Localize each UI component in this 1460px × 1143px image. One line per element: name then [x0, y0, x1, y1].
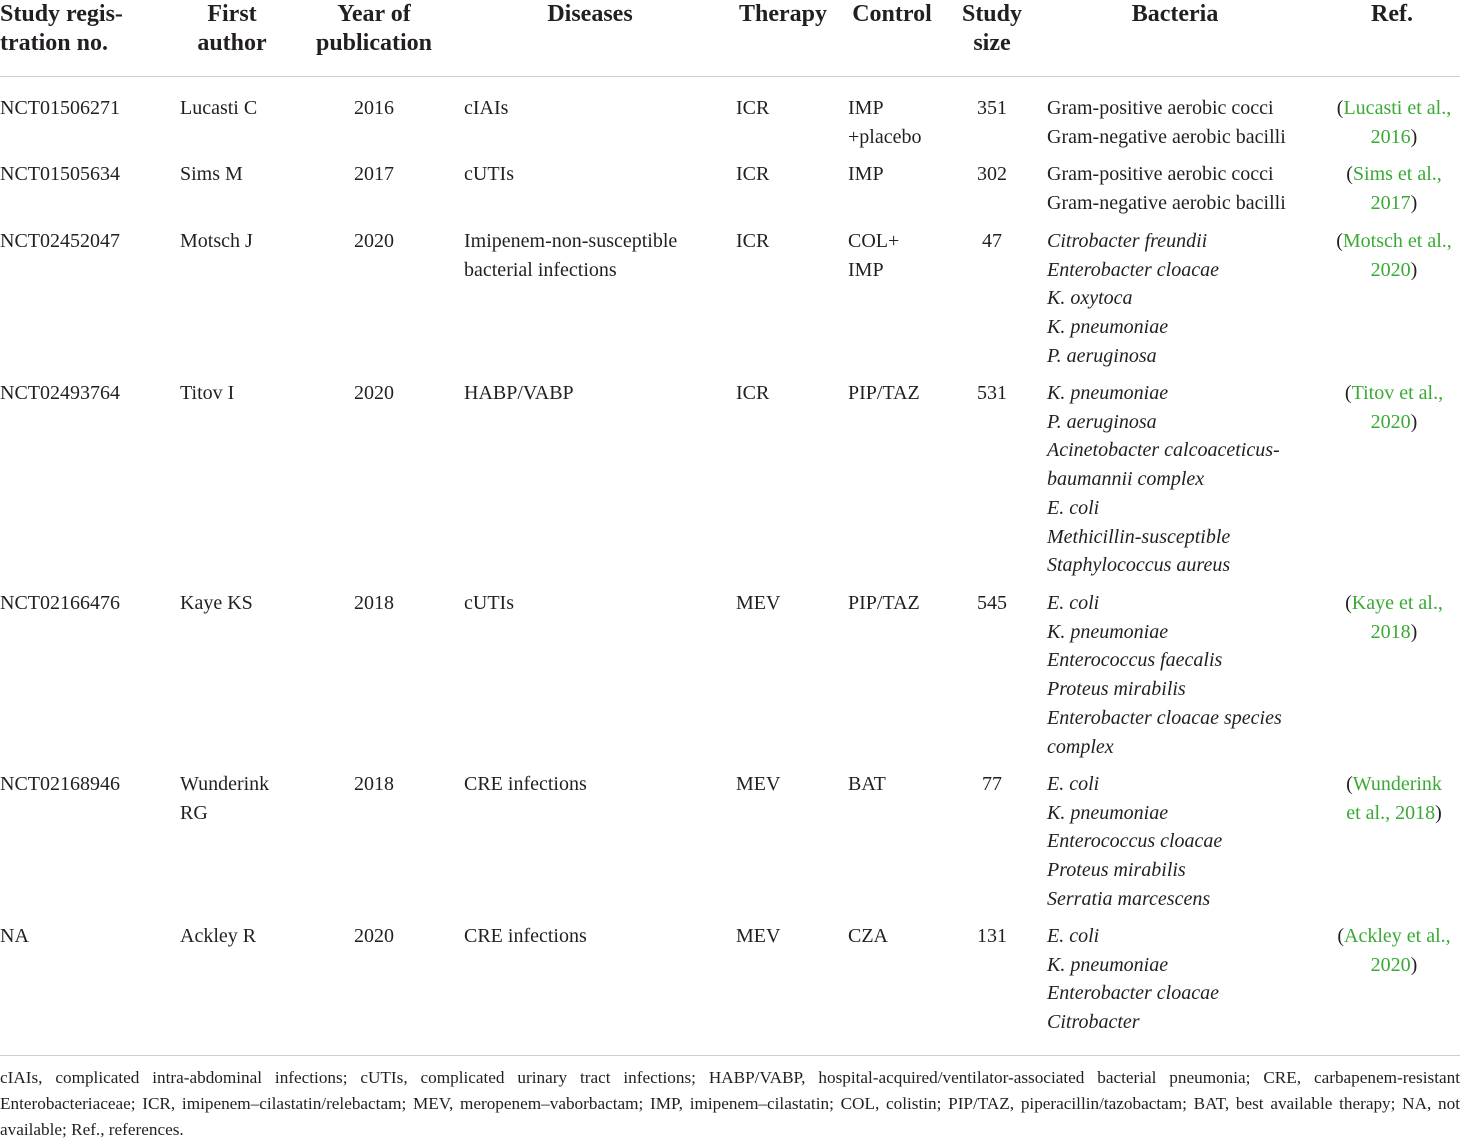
reference-link[interactable]: Sims et al., — [1352, 163, 1442, 185]
reference-line: (Titov et al., — [1344, 382, 1444, 404]
control-cell — [848, 770, 948, 799]
diseases-cell — [464, 589, 724, 618]
header-therapy — [730, 0, 836, 29]
therapy-cell: MEV — [736, 592, 781, 614]
reference-link[interactable]: 2017 — [1370, 191, 1411, 214]
bacteria-cell — [1047, 379, 1332, 580]
registration-cell: NCT01505634 — [0, 163, 120, 185]
bacteria-line: Proteus mirabilis — [1047, 859, 1186, 882]
reference-cell — [1328, 589, 1460, 646]
diseases-cell — [464, 160, 724, 189]
diseases-cell — [464, 770, 724, 799]
control-cell — [848, 379, 948, 408]
bacteria-line: Gram-positive aerobic cocci — [1047, 97, 1274, 119]
reference-line: 2020) — [1370, 258, 1418, 281]
bacteria-line: Gram-positive aerobic cocci — [1047, 163, 1274, 185]
bacteria-line: baumannii complex — [1047, 468, 1205, 491]
reference-line: (Motsch et al., — [1336, 230, 1452, 252]
bacteria-line: Enterococcus cloacae — [1047, 830, 1223, 853]
reference-line: 2020) — [1370, 410, 1418, 433]
author-line: Sims M — [180, 163, 243, 185]
year-cell: 2018 — [354, 592, 394, 614]
control-cell — [848, 922, 948, 951]
control-line: IMP — [848, 97, 884, 119]
control-line: +placebo — [848, 125, 922, 148]
control-line: IMP — [848, 163, 884, 185]
bacteria-cell — [1047, 770, 1332, 914]
study-size-cell: 47 — [982, 230, 1002, 252]
diseases-cell — [464, 379, 724, 408]
control-line: CZA — [848, 925, 888, 947]
registration-cell: NCT02166476 — [0, 592, 120, 614]
bacteria-line: P. aeruginosa — [1047, 410, 1157, 433]
control-cell — [848, 227, 948, 284]
study-size-cell: 131 — [977, 925, 1007, 947]
header-diseases-label: Diseases — [547, 1, 633, 27]
control-cell — [848, 94, 948, 151]
bacteria-line: Gram-negative aerobic bacilli — [1047, 125, 1286, 148]
header-ref — [1350, 0, 1434, 29]
bacteria-line: K. pneumoniae — [1047, 801, 1169, 824]
diseases-line: HABP/VABP — [464, 382, 574, 404]
reference-cell — [1328, 94, 1460, 151]
header-year — [300, 0, 448, 58]
header-divider — [0, 76, 1460, 77]
bacteria-line: K. pneumoniae — [1047, 316, 1169, 339]
bacteria-line: complex — [1047, 735, 1114, 758]
author-cell — [180, 379, 300, 408]
reference-link[interactable]: et al., 2018 — [1346, 801, 1436, 824]
author-line: Motsch J — [180, 230, 253, 252]
bacteria-line: E. coli — [1047, 925, 1100, 947]
bacteria-line: E. coli — [1047, 496, 1100, 519]
control-line: BAT — [848, 773, 886, 795]
bacteria-line: Enterococcus faecalis — [1047, 649, 1223, 672]
reference-cell — [1328, 379, 1460, 436]
header-bacteria-label: Bacteria — [1131, 1, 1219, 27]
bacteria-line: Citrobacter freundii — [1047, 230, 1208, 252]
diseases-line: Imipenem-non-susceptible — [464, 230, 678, 252]
reference-cell — [1328, 227, 1460, 284]
table-footnote: cIAIs, complicated intra-abdominal infections; cUTIs, complicated urinary tract infections; HABP/VABP, hospital-acquired/ventilator-associated bacterial pneumonia; CRE, carbapenem-resistant Enterobacteriaceae; ICR, imipenem–cilastatin/relebactam; MEV, meropenem–vaborbactam; IMP, imipenem–cilastatin; COL, colistin; PIP/TAZ, piperacillin/tazobactam; BAT, best available therapy; NA, not available; Ref., references. — [0, 1068, 1460, 1139]
reference-link[interactable]: 2020 — [1370, 258, 1411, 281]
reference-line: et al., 2018) — [1346, 801, 1442, 824]
year-cell: 2020 — [354, 382, 394, 404]
author-cell — [180, 160, 300, 189]
header-author — [172, 0, 292, 58]
year-cell: 2020 — [354, 230, 394, 252]
diseases-line: cUTIs — [464, 163, 514, 185]
therapy-cell: ICR — [736, 230, 770, 252]
author-line: Titov I — [180, 382, 235, 404]
reference-link[interactable]: Motsch et al., — [1342, 230, 1452, 252]
study-size-cell: 545 — [977, 592, 1007, 614]
control-cell — [848, 589, 948, 618]
header-year-line1: Year of — [337, 1, 411, 27]
author-cell — [180, 227, 300, 256]
study-size-cell: 77 — [982, 773, 1002, 795]
bacteria-line: Enterobacter cloacae — [1047, 982, 1219, 1005]
header-registration — [0, 0, 140, 58]
study-size-cell: 531 — [977, 382, 1007, 404]
author-cell — [180, 589, 300, 618]
header-size-line1: Study — [961, 1, 1023, 27]
header-author-line1: First — [207, 1, 257, 27]
header-therapy-label: Therapy — [738, 1, 827, 27]
header-author-line2: author — [197, 30, 267, 56]
bacteria-line: Proteus mirabilis — [1047, 678, 1186, 701]
diseases-cell — [464, 922, 724, 951]
reference-line: 2017) — [1370, 191, 1418, 214]
year-cell: 2018 — [354, 773, 394, 795]
reference-link[interactable]: 2020 — [1370, 953, 1411, 976]
bacteria-line: Enterobacter cloacae species — [1047, 706, 1282, 729]
therapy-cell: MEV — [736, 925, 781, 947]
header-control — [840, 0, 944, 29]
reference-line: 2020) — [1370, 953, 1418, 976]
diseases-line: bacterial infections — [464, 258, 617, 281]
reference-link[interactable]: 2016 — [1370, 125, 1411, 148]
bacteria-line: P. aeruginosa — [1047, 344, 1157, 367]
reference-cell — [1328, 160, 1460, 217]
reference-line: (Lucasti et al., — [1336, 97, 1452, 119]
control-line: PIP/TAZ — [848, 592, 920, 614]
reference-line: (Wunderink — [1346, 773, 1442, 795]
header-size-line2: size — [973, 30, 1011, 56]
bacteria-line: K. pneumoniae — [1047, 620, 1169, 643]
year-cell: 2020 — [354, 925, 394, 947]
bacteria-line: Gram-negative aerobic bacilli — [1047, 191, 1286, 214]
header-bacteria — [1110, 0, 1240, 29]
bacteria-line: E. coli — [1047, 773, 1100, 795]
bacteria-line: Citrobacter — [1047, 1011, 1140, 1034]
reference-link[interactable]: Kaye et al., — [1351, 592, 1443, 614]
therapy-cell: ICR — [736, 163, 770, 185]
author-line: Lucasti C — [180, 97, 258, 119]
reference-link[interactable]: Titov et al., — [1351, 382, 1444, 404]
header-registration-line1: Study regis- — [0, 1, 123, 27]
header-size — [950, 0, 1034, 58]
bacteria-cell — [1047, 227, 1332, 371]
registration-cell: NCT02493764 — [0, 382, 120, 404]
bacteria-line: Acinetobacter calcoaceticus- — [1047, 439, 1280, 462]
year-cell: 2017 — [354, 163, 394, 185]
registration-cell: NCT02168946 — [0, 773, 120, 795]
diseases-line: CRE infections — [464, 773, 587, 795]
bacteria-cell — [1047, 922, 1332, 1037]
control-cell — [848, 160, 948, 189]
bacteria-line: K. oxytoca — [1047, 287, 1133, 310]
reference-link[interactable]: 2018 — [1370, 620, 1411, 643]
author-line: RG — [180, 801, 208, 824]
diseases-cell — [464, 94, 724, 123]
bacteria-line: K. pneumoniae — [1047, 382, 1169, 404]
reference-line: (Sims et al., — [1346, 163, 1442, 185]
diseases-line: CRE infections — [464, 925, 587, 947]
bacteria-cell — [1047, 94, 1332, 151]
diseases-line: cIAIs — [464, 97, 509, 119]
reference-line: (Kaye et al., — [1345, 592, 1443, 614]
reference-cell — [1328, 770, 1460, 827]
reference-line: (Ackley et al., — [1337, 925, 1451, 947]
control-line: PIP/TAZ — [848, 382, 920, 404]
bacteria-line: K. pneumoniae — [1047, 953, 1169, 976]
study-size-cell: 351 — [977, 97, 1007, 119]
reference-line: 2018) — [1370, 620, 1418, 643]
bacteria-line: Staphylococcus aureus — [1047, 554, 1231, 577]
bacteria-line: Methicillin-susceptible — [1047, 525, 1231, 548]
therapy-cell: ICR — [736, 382, 770, 404]
control-line: COL+ — [848, 230, 900, 252]
author-line: Kaye KS — [180, 592, 253, 614]
header-diseases — [500, 0, 680, 29]
reference-line: 2016) — [1370, 125, 1418, 148]
registration-cell: NA — [0, 925, 29, 947]
registration-cell: NCT02452047 — [0, 230, 120, 252]
header-year-line2: publication — [315, 30, 433, 56]
diseases-cell — [464, 227, 724, 284]
reference-link[interactable]: 2020 — [1370, 410, 1411, 433]
header-ref-label: Ref. — [1371, 1, 1413, 27]
bacteria-cell — [1047, 160, 1332, 217]
registration-cell: NCT01506271 — [0, 97, 120, 119]
control-line: IMP — [848, 258, 884, 281]
header-registration-line2: tration no. — [0, 30, 108, 56]
year-cell: 2016 — [354, 97, 394, 119]
diseases-line: cUTIs — [464, 592, 514, 614]
bacteria-line: E. coli — [1047, 592, 1100, 614]
author-line: Wunderink — [180, 773, 270, 795]
author-cell — [180, 770, 300, 827]
footer-divider — [0, 1055, 1460, 1056]
study-size-cell: 302 — [977, 163, 1007, 185]
therapy-cell: MEV — [736, 773, 781, 795]
author-cell — [180, 94, 300, 123]
bacteria-line: Serratia marcescens — [1047, 887, 1211, 910]
reference-link[interactable]: Wunderink — [1352, 773, 1442, 795]
reference-link[interactable]: Lucasti et al., — [1343, 97, 1452, 119]
bacteria-line: Enterobacter cloacae — [1047, 258, 1219, 281]
reference-cell — [1328, 922, 1460, 979]
bacteria-cell — [1047, 589, 1332, 761]
header-control-label: Control — [852, 1, 932, 27]
author-line: Ackley R — [180, 925, 257, 947]
reference-link[interactable]: Ackley et al., — [1344, 925, 1451, 947]
therapy-cell: ICR — [736, 97, 770, 119]
author-cell — [180, 922, 300, 951]
